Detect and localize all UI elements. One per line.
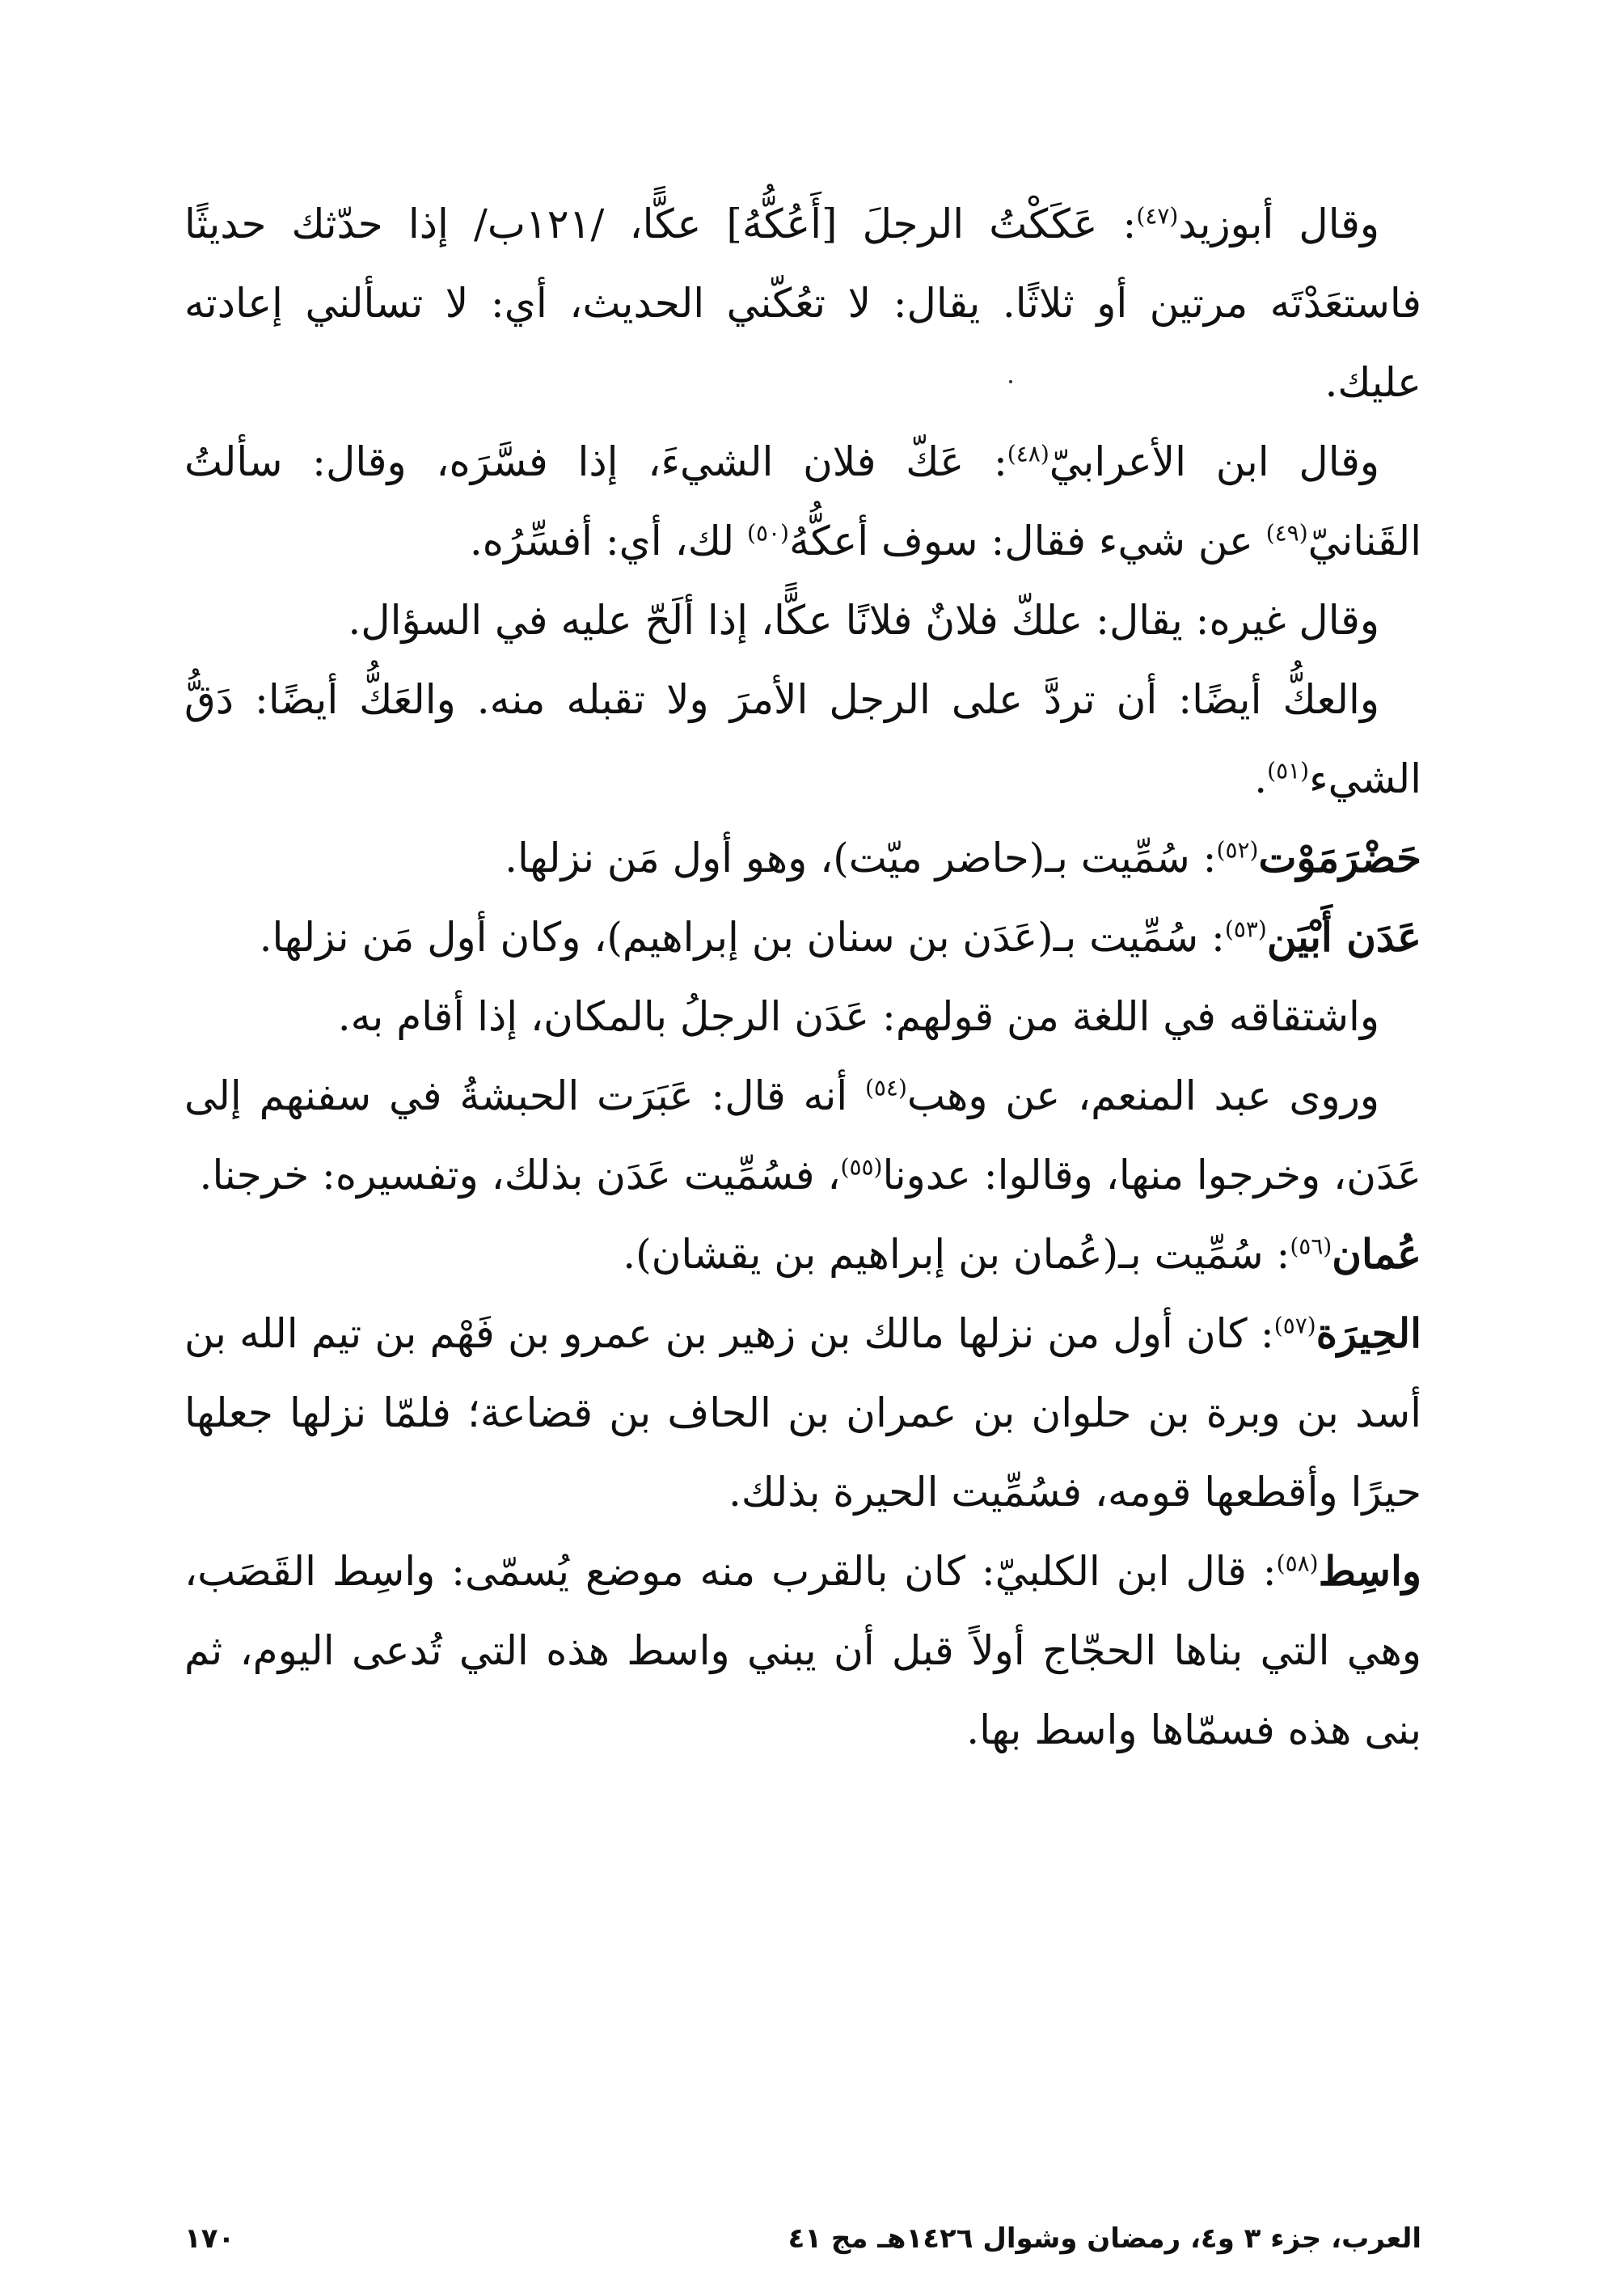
entry-wasit [184, 1532, 1421, 1770]
paragraph-text: وقال ابن الأعرابيّ [1049, 438, 1379, 485]
paragraph-others [184, 581, 1421, 660]
paragraph-text: لك، أي: أفسِّرُه. [469, 518, 747, 564]
paragraph-text: : سُمِّيت بـ(حاضر ميّت)، وهو أول مَن نزلها. [505, 835, 1217, 882]
paragraph-text: : عَكَكْتُ الرجلَ [أَعُكُّهُ] عكًّا، /١٢١ب/ إذا حدّثك حديثًا فاستعَدْتَه مرتين أو ثلاثًا. يقال: لا تعُكّني الحديث، أي: لا تسألني إعادته عليك. [184, 201, 1421, 406]
footnote-ref: (٥٥) [840, 1153, 883, 1181]
entry-headword: واسِط [1318, 1547, 1421, 1595]
entry-headword: الحِيرَة [1315, 1309, 1421, 1357]
paragraph-etymology [184, 977, 1421, 1056]
entry-al-hira [184, 1294, 1421, 1532]
paragraph-text: وروى عبد المنعم، عن وهب [906, 1072, 1379, 1119]
paragraph-text: عن شيء فقال: سوف أعكُّهُ [788, 518, 1266, 564]
paragraph-text: . [1254, 755, 1268, 802]
entry-oman [184, 1215, 1421, 1294]
paragraph-ibn-al-arabi [184, 422, 1421, 581]
footnote-ref: (٤٨) [1007, 440, 1049, 467]
footnote-ref: (٥٢) [1216, 836, 1259, 864]
footnote-ref: (٥٦) [1290, 1233, 1332, 1260]
page-footer [184, 2222, 1421, 2255]
footnote-ref: (٥١) [1267, 757, 1310, 784]
footnote-ref: (٥٠) [747, 519, 789, 547]
entry-headword: عَدَن أَبْيَن [1266, 913, 1421, 961]
paragraph-text: وقال أبوزيد [1178, 201, 1380, 247]
paragraph-text: ، فسُمِّيت عَدَن بذلك، وتفسيره: خرجنا. [199, 1152, 841, 1199]
page-number: ١٧٠ [184, 2222, 235, 2255]
entry-hadramawt [184, 818, 1421, 898]
paragraph-text: وقال غيره: يقال: علكّ فلانٌ فلانًا عكًّا، إذا ألَحّ عليه في السؤال. [348, 597, 1379, 644]
paragraph-text: : كان أول من نزلها مالك بن زهير بن عمرو بن فَهْم بن تيم الله بن أسد بن وبرة بن حلوان بن عمران بن الحاف بن قضاعة؛ فلمّا نزلها جعلها حيرًا وأقطعها قومه، فسُمِّيت الحيرة بذلك. [184, 1310, 1421, 1516]
footnote-ref: (٥٤) [864, 1074, 907, 1101]
footnote-ref: (٥٨) [1276, 1550, 1319, 1577]
paragraph-al-akk [184, 660, 1421, 818]
paragraph-text: : سُمِّيت بـ(عَدَن بن سنان بن إبراهيم)، وكان أول مَن نزلها. [259, 914, 1225, 961]
paragraph-abd-al-munim [184, 1056, 1421, 1215]
paragraph-text: واشتقاقه في اللغة من قولهم: عَدَن الرجلُ بالمكان، إذا أقام به. [337, 993, 1379, 1040]
paragraph-text: : سُمِّيت بـ(عُمان بن إبراهيم بن يقشان). [623, 1231, 1290, 1278]
entry-aden-abyan [184, 898, 1421, 977]
footnote-ref: (٤٧) [1136, 202, 1179, 230]
paragraph-text: : عَكّ فلان الشيءَ، إذا فسَّرَه، وقال: سألتُ القَنانيّ [184, 438, 1421, 564]
body-text [184, 184, 1421, 1770]
entry-headword: عُمان [1332, 1230, 1421, 1278]
journal-citation: العرب، جزء ٣ و٤، رمضان وشوال ١٤٢٦هـ مج ٤١ [788, 2222, 1421, 2255]
entry-headword: حَضْرَمَوْت [1258, 834, 1421, 882]
paragraph-text: والعكُّ أيضًا: أن تردَّ على الرجل الأمرَ ولا تقبله منه. والعَكُّ أيضًا: دَقُّ الشيء [184, 676, 1421, 802]
paragraph-text: : قال ابن الكلبيّ: كان بالقرب منه موضع يُسمّى: واسِط القَصَب، وهي التي بناها الحجّاج أولاً قبل أن يبني واسط هذه التي تُدعى اليوم، ثم بنى هذه فسمّاها واسط بها. [184, 1548, 1421, 1753]
footnote-ref: (٥٣) [1224, 915, 1267, 943]
paragraph-abu-zayd [184, 184, 1421, 422]
paragraph-text: أنه قال: عَبَرَت الحبشةُ في سفنهم إلى عَدَن، وخرجوا منها، وقالوا: عدونا [184, 1072, 1421, 1199]
footnote-ref: (٥٧) [1273, 1312, 1316, 1339]
footnote-ref: (٤٩) [1265, 519, 1308, 547]
